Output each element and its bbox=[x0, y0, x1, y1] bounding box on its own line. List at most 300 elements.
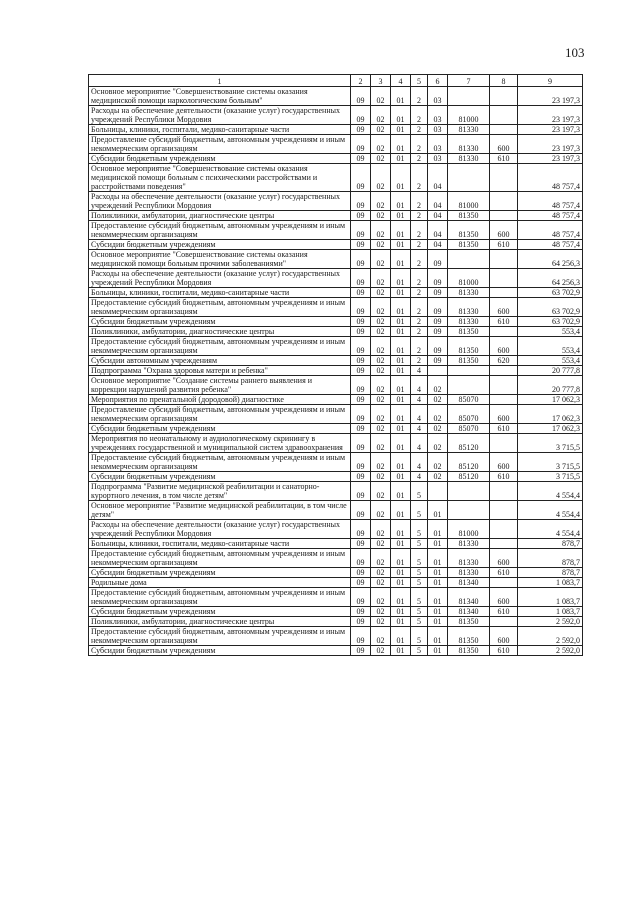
code-col-4: 01 bbox=[391, 434, 411, 453]
amount-cell: 23 197,3 bbox=[518, 154, 583, 164]
code-col-6 bbox=[428, 366, 448, 376]
amount-cell: 48 757,4 bbox=[518, 211, 583, 221]
code-col-6: 09 bbox=[428, 269, 448, 288]
code-col-4: 01 bbox=[391, 501, 411, 520]
code-col-7 bbox=[448, 376, 490, 395]
code-col-8 bbox=[490, 520, 518, 539]
code-col-7: 81330 bbox=[448, 317, 490, 327]
code-col-8: 610 bbox=[490, 424, 518, 434]
code-col-6: 04 bbox=[428, 221, 448, 240]
code-col-2: 09 bbox=[351, 366, 371, 376]
row-name: Субсидии бюджетным учреждениям bbox=[89, 240, 351, 250]
code-col-7: 81350 bbox=[448, 337, 490, 356]
code-col-4: 01 bbox=[391, 164, 411, 192]
row-name: Предоставление субсидий бюджетным, автономным учреждениям и иным некоммерческим организациям bbox=[89, 221, 351, 240]
code-col-5: 2 bbox=[411, 327, 428, 337]
table-row bbox=[89, 366, 583, 376]
code-col-2: 09 bbox=[351, 298, 371, 317]
code-col-5: 5 bbox=[411, 501, 428, 520]
amount-cell: 63 702,9 bbox=[518, 288, 583, 298]
code-col-3: 02 bbox=[371, 240, 391, 250]
code-col-2: 09 bbox=[351, 453, 371, 472]
code-col-3: 02 bbox=[371, 288, 391, 298]
code-col-3: 02 bbox=[371, 549, 391, 568]
code-col-2: 09 bbox=[351, 269, 371, 288]
code-col-7: 81350 bbox=[448, 627, 490, 646]
code-col-4: 01 bbox=[391, 578, 411, 588]
budget-table bbox=[88, 74, 583, 656]
code-col-4: 01 bbox=[391, 288, 411, 298]
amount-cell: 3 715,5 bbox=[518, 453, 583, 472]
row-name: Субсидии автономным учреждениям bbox=[89, 356, 351, 366]
table-row bbox=[89, 472, 583, 482]
code-col-2: 09 bbox=[351, 578, 371, 588]
code-col-3: 02 bbox=[371, 135, 391, 154]
code-col-6: 03 bbox=[428, 125, 448, 135]
code-col-5: 2 bbox=[411, 192, 428, 211]
code-col-4: 01 bbox=[391, 520, 411, 539]
code-col-7 bbox=[448, 87, 490, 106]
amount-cell: 20 777,8 bbox=[518, 376, 583, 395]
code-col-8: 600 bbox=[490, 453, 518, 472]
code-col-8 bbox=[490, 87, 518, 106]
table-row bbox=[89, 298, 583, 317]
code-col-6: 09 bbox=[428, 327, 448, 337]
code-col-4: 01 bbox=[391, 405, 411, 424]
column-header: 7 bbox=[448, 75, 490, 87]
column-header: 3 bbox=[371, 75, 391, 87]
column-header: 1 bbox=[89, 75, 351, 87]
code-col-4: 01 bbox=[391, 646, 411, 656]
code-col-8: 600 bbox=[490, 588, 518, 607]
code-col-2: 09 bbox=[351, 337, 371, 356]
row-name: Субсидии бюджетным учреждениям bbox=[89, 646, 351, 656]
row-name: Расходы на обеспечение деятельности (оказание услуг) государственных учреждений Республики Мордовия bbox=[89, 192, 351, 211]
code-col-2: 09 bbox=[351, 568, 371, 578]
code-col-5: 4 bbox=[411, 434, 428, 453]
row-name: Подпрограмма "Охрана здоровья матери и ребенка" bbox=[89, 366, 351, 376]
code-col-8: 610 bbox=[490, 472, 518, 482]
row-name: Расходы на обеспечение деятельности (оказание услуг) государственных учреждений Республики Мордовия bbox=[89, 106, 351, 125]
code-col-3: 02 bbox=[371, 298, 391, 317]
table-row bbox=[89, 288, 583, 298]
code-col-2: 09 bbox=[351, 317, 371, 327]
amount-cell: 63 702,9 bbox=[518, 317, 583, 327]
row-name: Расходы на обеспечение деятельности (оказание услуг) государственных учреждений Республики Мордовия bbox=[89, 520, 351, 539]
code-col-3: 02 bbox=[371, 588, 391, 607]
code-col-3: 02 bbox=[371, 453, 391, 472]
code-col-5: 5 bbox=[411, 578, 428, 588]
code-col-2: 09 bbox=[351, 106, 371, 125]
code-col-6: 04 bbox=[428, 192, 448, 211]
code-col-3: 02 bbox=[371, 211, 391, 221]
code-col-8: 610 bbox=[490, 154, 518, 164]
code-col-6: 01 bbox=[428, 617, 448, 627]
code-col-5: 4 bbox=[411, 472, 428, 482]
code-col-7: 85120 bbox=[448, 434, 490, 453]
code-col-2: 09 bbox=[351, 288, 371, 298]
code-col-4: 01 bbox=[391, 250, 411, 269]
row-name: Субсидии бюджетным учреждениям bbox=[89, 568, 351, 578]
row-name: Субсидии бюджетным учреждениям bbox=[89, 317, 351, 327]
code-col-7: 81350 bbox=[448, 211, 490, 221]
code-col-6: 09 bbox=[428, 288, 448, 298]
code-col-7: 81330 bbox=[448, 154, 490, 164]
amount-cell: 48 757,4 bbox=[518, 192, 583, 211]
code-col-6: 02 bbox=[428, 434, 448, 453]
table-row bbox=[89, 549, 583, 568]
code-col-8 bbox=[490, 288, 518, 298]
code-col-3: 02 bbox=[371, 337, 391, 356]
code-col-8 bbox=[490, 482, 518, 501]
code-col-4: 01 bbox=[391, 240, 411, 250]
code-col-8: 610 bbox=[490, 646, 518, 656]
amount-cell: 1 083,7 bbox=[518, 588, 583, 607]
code-col-2: 09 bbox=[351, 482, 371, 501]
code-col-8 bbox=[490, 434, 518, 453]
code-col-5: 4 bbox=[411, 366, 428, 376]
code-col-2: 09 bbox=[351, 539, 371, 549]
code-col-6: 01 bbox=[428, 646, 448, 656]
code-col-4: 01 bbox=[391, 453, 411, 472]
code-col-8: 610 bbox=[490, 607, 518, 617]
code-col-7: 81350 bbox=[448, 221, 490, 240]
code-col-6: 01 bbox=[428, 588, 448, 607]
code-col-6: 09 bbox=[428, 317, 448, 327]
code-col-2: 09 bbox=[351, 424, 371, 434]
code-col-3: 02 bbox=[371, 366, 391, 376]
table-row bbox=[89, 192, 583, 211]
code-col-5: 2 bbox=[411, 250, 428, 269]
code-col-3: 02 bbox=[371, 617, 391, 627]
amount-cell: 48 757,4 bbox=[518, 221, 583, 240]
code-col-4: 01 bbox=[391, 376, 411, 395]
code-col-8 bbox=[490, 106, 518, 125]
code-col-8: 600 bbox=[490, 549, 518, 568]
code-col-5: 2 bbox=[411, 106, 428, 125]
code-col-7: 85070 bbox=[448, 405, 490, 424]
code-col-4: 01 bbox=[391, 588, 411, 607]
column-header: 5 bbox=[411, 75, 428, 87]
amount-cell: 17 062,3 bbox=[518, 424, 583, 434]
amount-cell: 2 592,0 bbox=[518, 627, 583, 646]
code-col-8: 610 bbox=[490, 317, 518, 327]
code-col-3: 02 bbox=[371, 482, 391, 501]
code-col-2: 09 bbox=[351, 395, 371, 405]
code-col-7: 81000 bbox=[448, 106, 490, 125]
column-header: 2 bbox=[351, 75, 371, 87]
row-name: Больницы, клиники, госпитали, медико-санитарные части bbox=[89, 539, 351, 549]
table-row bbox=[89, 627, 583, 646]
code-col-4: 01 bbox=[391, 424, 411, 434]
table-row bbox=[89, 482, 583, 501]
row-name: Субсидии бюджетным учреждениям bbox=[89, 472, 351, 482]
code-col-6: 01 bbox=[428, 578, 448, 588]
code-col-3: 02 bbox=[371, 164, 391, 192]
code-col-2: 09 bbox=[351, 607, 371, 617]
table-row bbox=[89, 125, 583, 135]
column-header: 9 bbox=[518, 75, 583, 87]
table-row bbox=[89, 568, 583, 578]
code-col-5: 5 bbox=[411, 539, 428, 549]
code-col-7: 81350 bbox=[448, 356, 490, 366]
code-col-4: 01 bbox=[391, 395, 411, 405]
code-col-5: 5 bbox=[411, 627, 428, 646]
code-col-8 bbox=[490, 269, 518, 288]
code-col-7 bbox=[448, 250, 490, 269]
code-col-3: 02 bbox=[371, 520, 391, 539]
table-row bbox=[89, 501, 583, 520]
code-col-5: 5 bbox=[411, 646, 428, 656]
row-name: Поликлиники, амбулатории, диагностические центры bbox=[89, 327, 351, 337]
code-col-7: 81340 bbox=[448, 588, 490, 607]
code-col-6: 09 bbox=[428, 356, 448, 366]
row-name: Мероприятия по пренатальной (дородовой) диагностике bbox=[89, 395, 351, 405]
code-col-5: 5 bbox=[411, 588, 428, 607]
code-col-2: 09 bbox=[351, 221, 371, 240]
code-col-6: 04 bbox=[428, 211, 448, 221]
row-name: Больницы, клиники, госпитали, медико-санитарные части bbox=[89, 125, 351, 135]
row-name: Субсидии бюджетным учреждениям bbox=[89, 424, 351, 434]
code-col-3: 02 bbox=[371, 501, 391, 520]
amount-cell: 48 757,4 bbox=[518, 164, 583, 192]
amount-cell: 3 715,5 bbox=[518, 434, 583, 453]
code-col-3: 02 bbox=[371, 578, 391, 588]
table-row bbox=[89, 327, 583, 337]
table-row bbox=[89, 221, 583, 240]
code-col-5: 2 bbox=[411, 269, 428, 288]
code-col-7: 81330 bbox=[448, 298, 490, 317]
code-col-2: 09 bbox=[351, 376, 371, 395]
row-name: Основное мероприятие "Совершенствование системы оказания медицинской помощи больным прочими заболеваниями" bbox=[89, 250, 351, 269]
code-col-4: 01 bbox=[391, 269, 411, 288]
code-col-5: 2 bbox=[411, 288, 428, 298]
code-col-3: 02 bbox=[371, 317, 391, 327]
code-col-6: 09 bbox=[428, 250, 448, 269]
row-name: Поликлиники, амбулатории, диагностические центры bbox=[89, 211, 351, 221]
code-col-6: 03 bbox=[428, 135, 448, 154]
code-col-3: 02 bbox=[371, 327, 391, 337]
amount-cell: 17 062,3 bbox=[518, 405, 583, 424]
code-col-4: 01 bbox=[391, 337, 411, 356]
code-col-4: 01 bbox=[391, 617, 411, 627]
code-col-5: 2 bbox=[411, 87, 428, 106]
table-row bbox=[89, 135, 583, 154]
code-col-7: 81000 bbox=[448, 192, 490, 211]
code-col-6: 01 bbox=[428, 627, 448, 646]
code-col-2: 09 bbox=[351, 164, 371, 192]
code-col-3: 02 bbox=[371, 250, 391, 269]
code-col-5: 4 bbox=[411, 376, 428, 395]
code-col-7 bbox=[448, 366, 490, 376]
code-col-5: 2 bbox=[411, 356, 428, 366]
table-header-row bbox=[89, 75, 583, 87]
code-col-4: 01 bbox=[391, 87, 411, 106]
amount-cell: 553,4 bbox=[518, 337, 583, 356]
table-row bbox=[89, 269, 583, 288]
code-col-8 bbox=[490, 164, 518, 192]
code-col-6: 02 bbox=[428, 405, 448, 424]
code-col-3: 02 bbox=[371, 568, 391, 578]
code-col-7: 85070 bbox=[448, 395, 490, 405]
table-row bbox=[89, 337, 583, 356]
code-col-3: 02 bbox=[371, 154, 391, 164]
code-col-3: 02 bbox=[371, 356, 391, 366]
code-col-8: 600 bbox=[490, 135, 518, 154]
column-header: 6 bbox=[428, 75, 448, 87]
code-col-3: 02 bbox=[371, 539, 391, 549]
table-row bbox=[89, 646, 583, 656]
amount-cell: 2 592,0 bbox=[518, 617, 583, 627]
code-col-2: 09 bbox=[351, 135, 371, 154]
code-col-8: 600 bbox=[490, 627, 518, 646]
code-col-2: 09 bbox=[351, 434, 371, 453]
amount-cell: 4 554,4 bbox=[518, 501, 583, 520]
code-col-4: 01 bbox=[391, 221, 411, 240]
code-col-3: 02 bbox=[371, 221, 391, 240]
code-col-6: 02 bbox=[428, 395, 448, 405]
code-col-3: 02 bbox=[371, 395, 391, 405]
code-col-3: 02 bbox=[371, 472, 391, 482]
code-col-7: 81350 bbox=[448, 327, 490, 337]
code-col-2: 09 bbox=[351, 588, 371, 607]
code-col-5: 2 bbox=[411, 125, 428, 135]
code-col-5: 4 bbox=[411, 395, 428, 405]
table-row bbox=[89, 211, 583, 221]
code-col-5: 2 bbox=[411, 298, 428, 317]
code-col-6: 02 bbox=[428, 453, 448, 472]
code-col-2: 09 bbox=[351, 520, 371, 539]
code-col-3: 02 bbox=[371, 424, 391, 434]
code-col-4: 01 bbox=[391, 568, 411, 578]
code-col-5: 4 bbox=[411, 453, 428, 472]
code-col-5: 5 bbox=[411, 520, 428, 539]
amount-cell: 2 592,0 bbox=[518, 646, 583, 656]
row-name: Предоставление субсидий бюджетным, автономным учреждениям и иным некоммерческим организациям bbox=[89, 588, 351, 607]
amount-cell: 64 256,3 bbox=[518, 250, 583, 269]
code-col-2: 09 bbox=[351, 501, 371, 520]
code-col-7: 81000 bbox=[448, 269, 490, 288]
code-col-7: 85070 bbox=[448, 424, 490, 434]
code-col-8 bbox=[490, 617, 518, 627]
code-col-8 bbox=[490, 376, 518, 395]
code-col-6: 03 bbox=[428, 87, 448, 106]
code-col-5: 5 bbox=[411, 617, 428, 627]
code-col-4: 01 bbox=[391, 539, 411, 549]
code-col-5: 5 bbox=[411, 568, 428, 578]
table-row bbox=[89, 424, 583, 434]
code-col-6: 01 bbox=[428, 549, 448, 568]
code-col-7 bbox=[448, 501, 490, 520]
amount-cell: 4 554,4 bbox=[518, 520, 583, 539]
code-col-6: 01 bbox=[428, 501, 448, 520]
code-col-4: 01 bbox=[391, 327, 411, 337]
code-col-2: 09 bbox=[351, 646, 371, 656]
code-col-4: 01 bbox=[391, 125, 411, 135]
code-col-7: 81350 bbox=[448, 617, 490, 627]
code-col-8: 620 bbox=[490, 356, 518, 366]
code-col-7: 81330 bbox=[448, 125, 490, 135]
code-col-5: 2 bbox=[411, 240, 428, 250]
code-col-6: 02 bbox=[428, 376, 448, 395]
amount-cell: 4 554,4 bbox=[518, 482, 583, 501]
row-name: Основное мероприятие "Совершенствование системы оказания медицинской помощи больным с психическими расстройствами и расстройствами поведения" bbox=[89, 164, 351, 192]
code-col-4: 01 bbox=[391, 366, 411, 376]
code-col-5: 4 bbox=[411, 424, 428, 434]
table-row bbox=[89, 617, 583, 627]
code-col-6: 09 bbox=[428, 298, 448, 317]
row-name: Основное мероприятие "Развитие медицинской реабилитации, в том числе детям" bbox=[89, 501, 351, 520]
code-col-4: 01 bbox=[391, 607, 411, 617]
code-col-6: 02 bbox=[428, 424, 448, 434]
code-col-6: 04 bbox=[428, 164, 448, 192]
code-col-8: 610 bbox=[490, 568, 518, 578]
table-row bbox=[89, 356, 583, 366]
amount-cell: 23 197,3 bbox=[518, 135, 583, 154]
code-col-2: 09 bbox=[351, 240, 371, 250]
amount-cell: 23 197,3 bbox=[518, 87, 583, 106]
code-col-6: 01 bbox=[428, 607, 448, 617]
code-col-2: 09 bbox=[351, 211, 371, 221]
amount-cell: 20 777,8 bbox=[518, 366, 583, 376]
code-col-8 bbox=[490, 501, 518, 520]
row-name: Предоставление субсидий бюджетным, автономным учреждениям и иным некоммерческим организациям bbox=[89, 298, 351, 317]
table-row bbox=[89, 607, 583, 617]
code-col-8 bbox=[490, 211, 518, 221]
row-name: Мероприятия по неонатальному и аудиологическому скринингу в учреждениях государственной и муниципальной систем здравоохранения bbox=[89, 434, 351, 453]
row-name: Расходы на обеспечение деятельности (оказание услуг) государственных учреждений Республики Мордовия bbox=[89, 269, 351, 288]
table-row bbox=[89, 154, 583, 164]
code-col-5: 5 bbox=[411, 482, 428, 501]
amount-cell: 3 715,5 bbox=[518, 472, 583, 482]
code-col-3: 02 bbox=[371, 269, 391, 288]
code-col-8 bbox=[490, 192, 518, 211]
code-col-4: 01 bbox=[391, 472, 411, 482]
code-col-7 bbox=[448, 482, 490, 501]
code-col-2: 09 bbox=[351, 356, 371, 366]
code-col-7: 81330 bbox=[448, 568, 490, 578]
amount-cell: 878,7 bbox=[518, 549, 583, 568]
row-name: Подпрограмма "Развитие медицинской реабилитации и санаторно-курортного лечения, в том числе детям" bbox=[89, 482, 351, 501]
amount-cell: 1 083,7 bbox=[518, 607, 583, 617]
code-col-7: 81350 bbox=[448, 240, 490, 250]
table-row bbox=[89, 250, 583, 269]
code-col-2: 09 bbox=[351, 250, 371, 269]
code-col-2: 09 bbox=[351, 192, 371, 211]
code-col-3: 02 bbox=[371, 405, 391, 424]
code-col-4: 01 bbox=[391, 356, 411, 366]
amount-cell: 1 083,7 bbox=[518, 578, 583, 588]
code-col-6: 04 bbox=[428, 240, 448, 250]
code-col-8 bbox=[490, 366, 518, 376]
code-col-5: 2 bbox=[411, 317, 428, 327]
table-row bbox=[89, 376, 583, 395]
code-col-5: 2 bbox=[411, 164, 428, 192]
amount-cell: 878,7 bbox=[518, 539, 583, 549]
row-name: Предоставление субсидий бюджетным, автономным учреждениям и иным некоммерческим организациям bbox=[89, 627, 351, 646]
row-name: Предоставление субсидий бюджетным, автономным учреждениям и иным некоммерческим организациям bbox=[89, 405, 351, 424]
code-col-7: 81340 bbox=[448, 607, 490, 617]
code-col-5: 4 bbox=[411, 405, 428, 424]
code-col-6 bbox=[428, 482, 448, 501]
code-col-5: 2 bbox=[411, 337, 428, 356]
code-col-5: 5 bbox=[411, 607, 428, 617]
code-col-4: 01 bbox=[391, 154, 411, 164]
code-col-4: 01 bbox=[391, 627, 411, 646]
code-col-5: 2 bbox=[411, 135, 428, 154]
table-row bbox=[89, 164, 583, 192]
code-col-2: 09 bbox=[351, 617, 371, 627]
